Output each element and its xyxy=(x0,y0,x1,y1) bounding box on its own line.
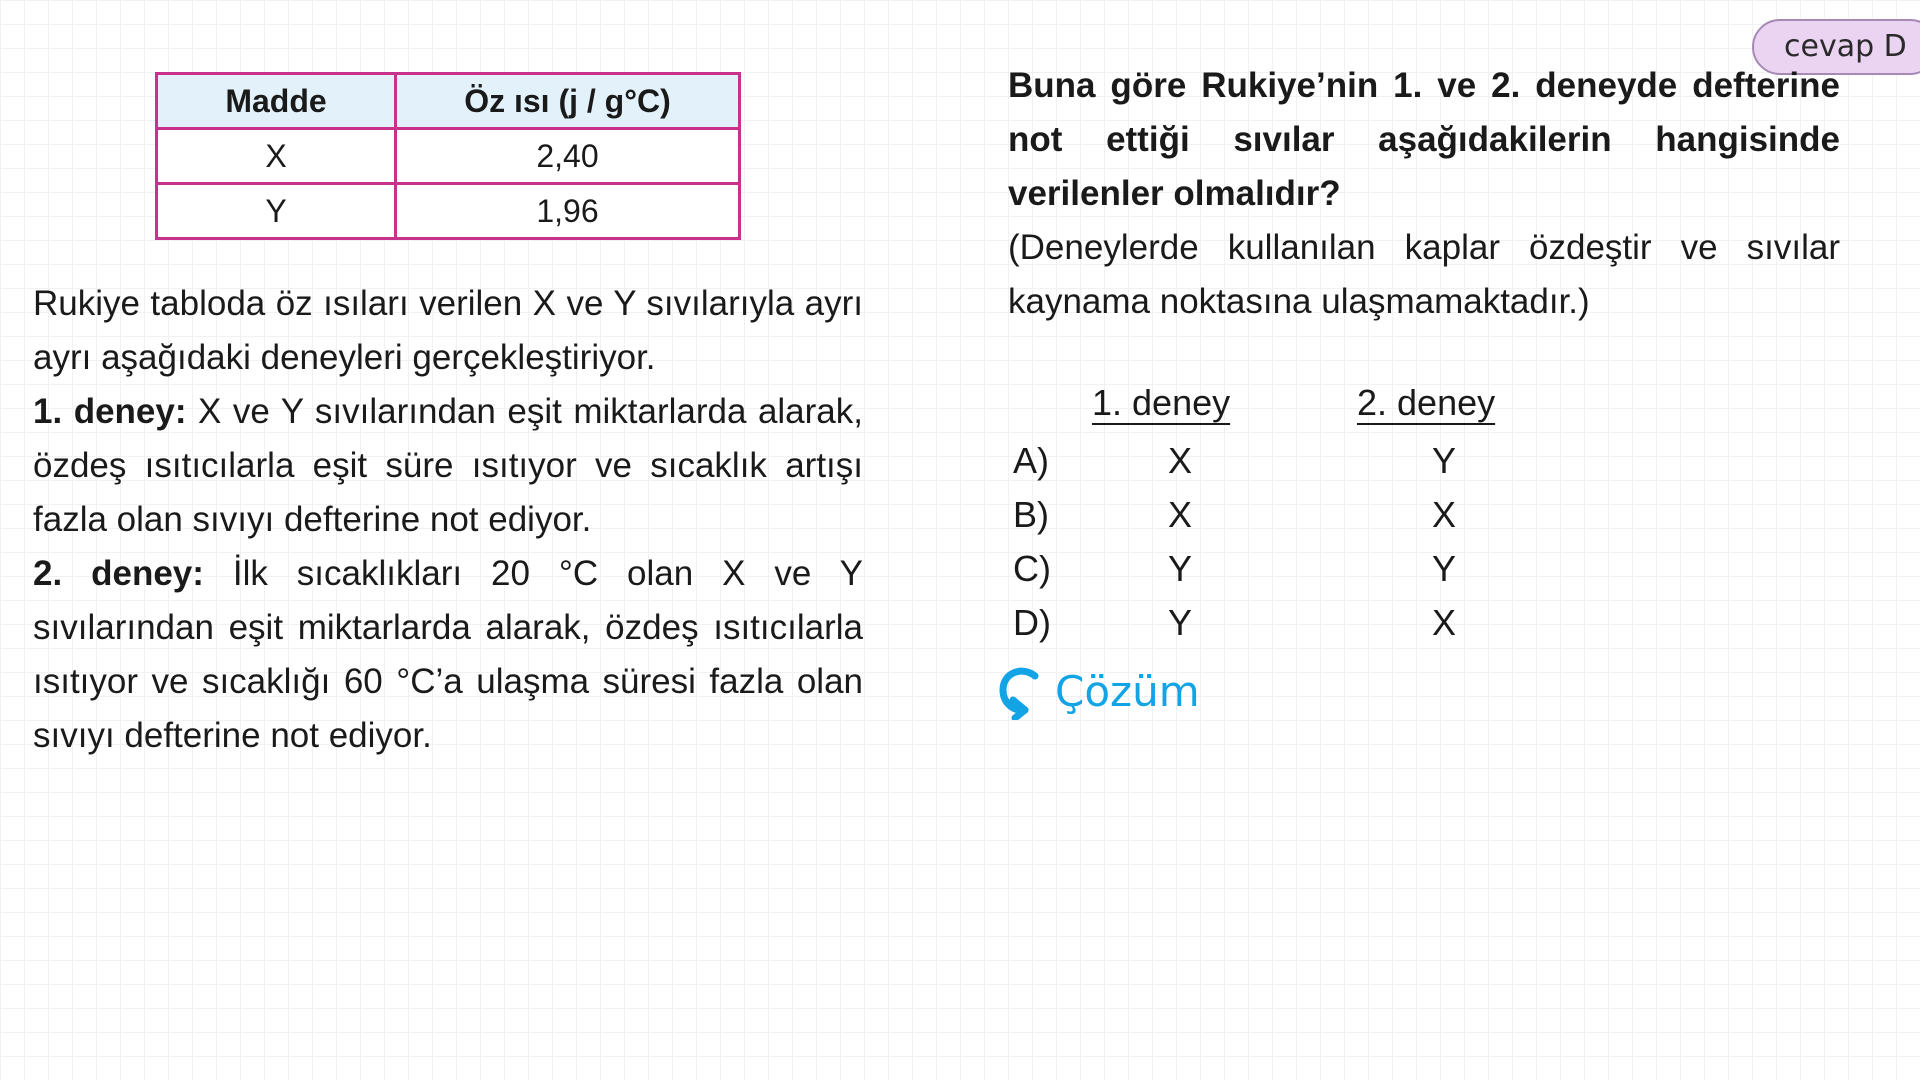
table-cell-substance: X xyxy=(157,129,396,184)
table-header-specific-heat: Öz ısı (j / g°C) xyxy=(396,74,740,129)
option-first-value: X xyxy=(1167,494,1192,535)
problem-description xyxy=(33,277,863,763)
option-letter: D) xyxy=(1013,602,1051,643)
option-first-value: Y xyxy=(1167,602,1192,643)
option-second-value: Y xyxy=(1431,548,1456,589)
option-second-value: X xyxy=(1431,494,1456,535)
curved-arrow-icon xyxy=(995,664,1045,720)
table-row xyxy=(157,129,740,184)
experiment-2-text: İlk sıcaklıkları 20 °C olan X ve Y sıvılarından eşit miktarlarda alarak, özdeş ısıtıcılarla ısıtıyor ve sıcaklığı 60 °C’a ulaşma süresi fazla olan sıvıyı defterine not ediyor. xyxy=(33,554,863,755)
intro-paragraph: Rukiye tabloda öz ısıları verilen X ve Y sıvılarıyla ayrı ayrı aşağıdaki deneyleri gerçekleştiriyor. xyxy=(33,284,863,377)
option-row-b[interactable] xyxy=(1013,488,1513,542)
answer-badge: cevap D xyxy=(1752,19,1920,75)
option-row-d[interactable] xyxy=(1013,596,1513,650)
solution-label: Çözüm xyxy=(1055,667,1200,716)
option-row-c[interactable] xyxy=(1013,542,1513,596)
solution-heading[interactable] xyxy=(995,660,1235,730)
question-block xyxy=(1008,59,1840,329)
question-note: (Deneylerde kullanılan kaplar özdeştir ve sıvılar kaynama noktasına ulaşmamaktadır.) xyxy=(1008,228,1840,321)
experiment-2-paragraph xyxy=(33,547,863,763)
table-cell-specific-heat: 1,96 xyxy=(396,184,740,239)
table-header-row xyxy=(157,74,740,129)
experiment-1-paragraph xyxy=(33,385,863,547)
option-first-value: Y xyxy=(1167,548,1192,589)
option-second-value: Y xyxy=(1431,440,1456,481)
option-row-a[interactable] xyxy=(1013,434,1513,488)
option-letter: C) xyxy=(1013,548,1051,589)
experiment-1-text: X ve Y sıvılarından eşit miktarlarda alarak, özdeş ısıtıcılarla eşit süre ısıtıyor ve sıcaklık artışı fazla olan sıvıyı defterine not ediyor. xyxy=(33,392,863,539)
option-letter: B) xyxy=(1013,494,1049,535)
option-letter: A) xyxy=(1013,440,1049,481)
option-first-value: X xyxy=(1167,440,1192,481)
option-second-value: X xyxy=(1431,602,1456,643)
experiment-2-label: 2. deney: xyxy=(33,554,204,593)
table-cell-specific-heat: 2,40 xyxy=(396,129,740,184)
experiment-1-label: 1. deney: xyxy=(33,392,187,431)
table-header-substance: Madde xyxy=(157,74,396,129)
specific-heat-table xyxy=(155,72,741,240)
option-column-header-2: 2. deney xyxy=(1357,382,1496,423)
table-row xyxy=(157,184,740,239)
question-text: Buna göre Rukiye’nin 1. ve 2. deneyde defterine not ettiği sıvılar aşağıdakilerin hangisinde verilenler olmalıdır? xyxy=(1008,66,1840,213)
option-column-header-1: 1. deney xyxy=(1092,382,1231,423)
table-cell-substance: Y xyxy=(157,184,396,239)
